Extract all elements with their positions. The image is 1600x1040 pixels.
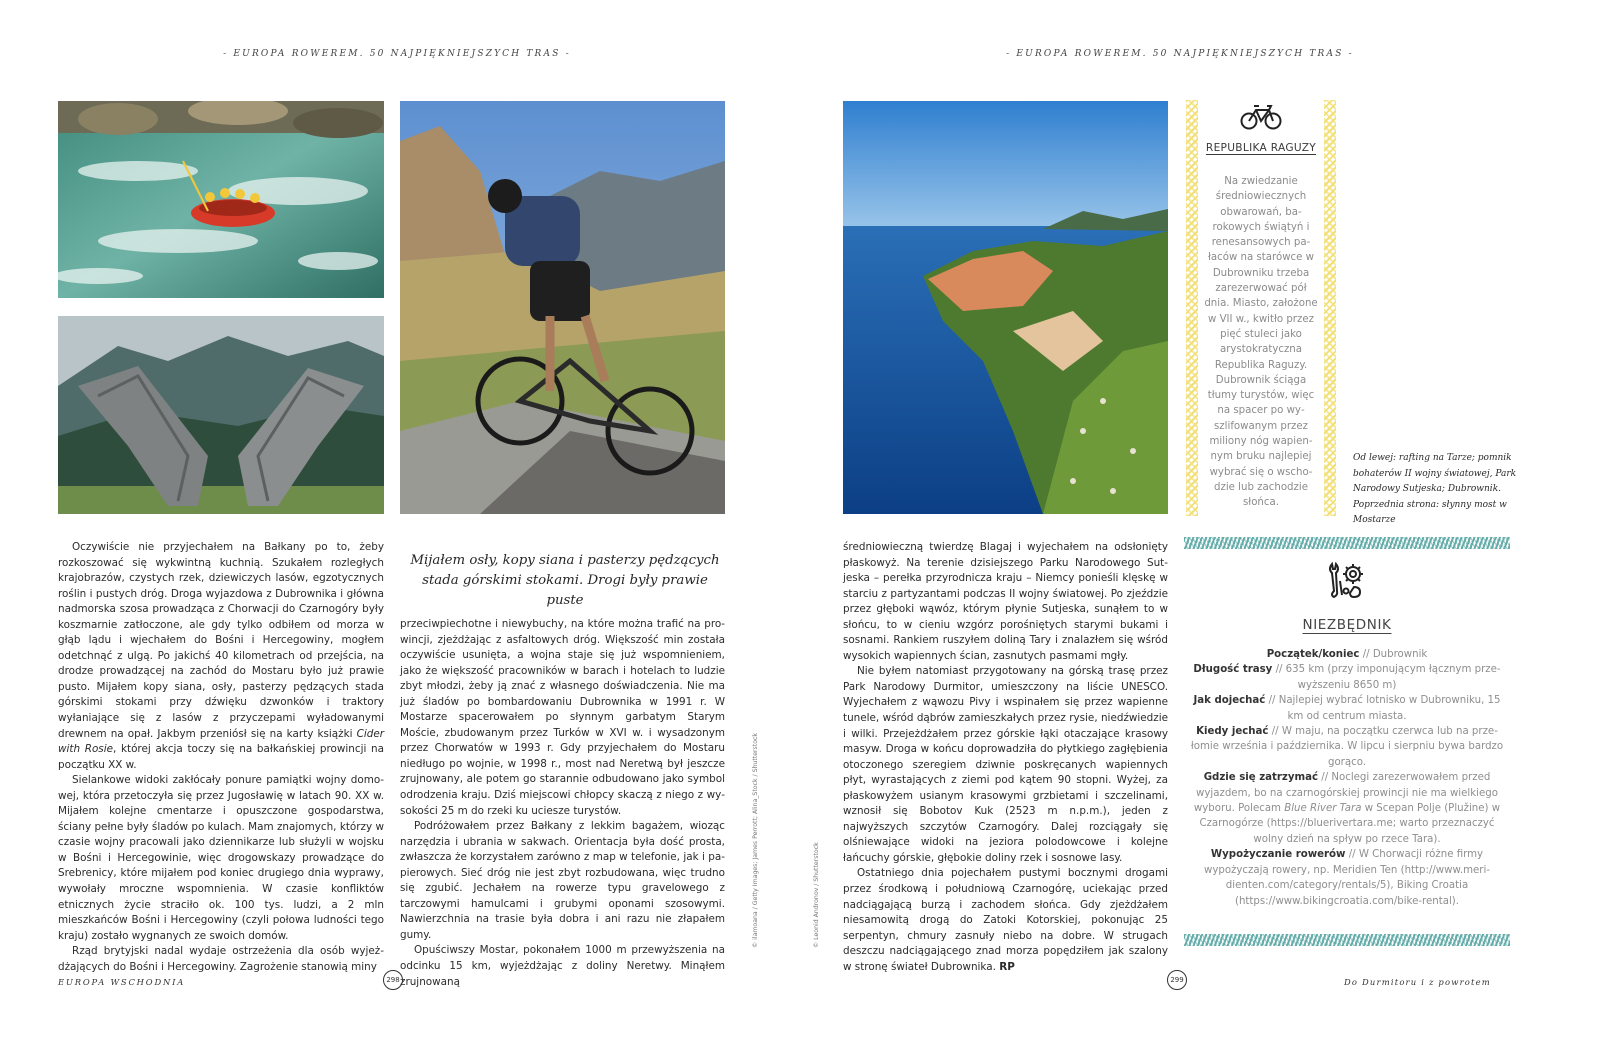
paragraph-text: Ostatniego dnia pojechałem pustymi bocznymi drogami przez środkową i południową Czarnogórę, uciekając przed nadciągającą burzą i zachodem słońca. Gdy zjeżdżałem niesamowitą drogą do Zatoki Kotorskiej, pokonując 25 serpentyn, chmury zasnuły niebo na dobre. W strugach deszczu nadciągającego znad morza popędziłem jak szalony w stronę świateł Dubrownika.: [843, 867, 1168, 973]
tools-icon: [1326, 561, 1366, 599]
dubrovnik-photo: [843, 101, 1168, 514]
fact-how-to-get: [1190, 693, 1504, 724]
paragraph: Podróżowałem przez Bałkany z lekkim bagażem, wioząc narzędzia i ubrania w sakwach. Orientacja była dość prosta, zwłaszcza że korzystałem zarówno z map w telefonie, jak i papierowych. Sieć dróg nie jest zbyt rozbudowana, więc trudno się zgubić. Jechałem na rowerze typu gravelowego z tarczowymi hamulcami i grubymi oponami szosowymi. Nawierzchnia na trasie była dobra i ani razu nie złapałem gumy.: [400, 820, 725, 941]
photo-credit-left: © ilamoana / Getty Images; James Perrott; Alina_Stock / Shutterstock: [752, 733, 759, 948]
paragraph: przeciwpiechotne i niewybuchy, na które można trafić na prowincji, zjeżdżając z asfaltowych dróg. Większość min została oczywiście usunięta, a wojna staje się już wspomnieniem, jako że większość pracowników w barach i hotelach to ludzie zbyt młodzi, żeby ją znać z własnego doświadczenia. Nie ma już śladów po bombardowaniu Dubrownika w 1991 r. W Mostarze spacerowałem po słynnym garbatym Starym Moście, zbudowanym przez Turków w XVI w. i wysadzonym przez Chorwatów w 1993 r. Gdy przyjechałem do Mostaru niedługo po wojnie, w 1998 r., most nad Neretwą był jeszcze zrujnowany, ale potem go starannie odbudowano jako symbol odrodzenia kraju. Dziś miejscowi chłopcy skaczą z niego z wysokości 25 m do rzeki ku uciesze turystów.: [400, 618, 725, 817]
fact-label: Początek/koniec: [1266, 649, 1360, 660]
fact-value: // Najlepiej wybrać lotnisko w Dubrowniku, 15 km od centrum miasta.: [1268, 695, 1501, 722]
fact-label: Wypożyczanie rowerów: [1210, 849, 1346, 861]
page-number-left: 298: [383, 970, 403, 990]
fact-value: // 635 km (przy imponującym łącznym przewyższeniu 8650 m): [1275, 664, 1501, 691]
fact-bike-rental: [1190, 847, 1504, 909]
fact-label: Kiedy jechać: [1196, 726, 1269, 738]
author-initials: RP: [999, 960, 1015, 973]
chapter-label: Do Durmitoru i z powrotem: [1344, 977, 1491, 987]
fact-start-end: [1190, 647, 1504, 662]
paragraph: [843, 866, 1168, 975]
niezbednik-title: NIEZBĘDNIK: [1302, 617, 1392, 633]
paragraph: Rząd brytyjski nadal wydaje ostrzeżenia dla osób wyjeżdżających do Bośni i Hercegowiny. Zagrożenie stanowią miny: [58, 945, 384, 973]
fact-value: // W maju, na początku czerwca lub na przełomie września i października. W lipcu i sierpniu bywa bardzo gorąco.: [1190, 726, 1504, 768]
fact-value: // W Chorwacji różne firmy wypożyczają rowery, np. Meridien Ten (http://www.meridienten.com/category/rentals/5), Biking Croatia (https://www.bikingcroatia.com/bike-rental).: [1204, 849, 1490, 907]
article-column-1: [58, 540, 384, 975]
fact-where-to-stay: [1190, 770, 1504, 847]
paragraph-text: Oczywiście nie przyjechałem na Bałkany po to, żeby rozkoszować się wykwintną kuchnią. Szukałem rozległych krajobrazów, czystych rzek, dziewiczych lasów, egzotycznych roślin i pustych dróg. Droga wyjazdowa z Dubrownika i główna nadmorska szosa prowadząca z Chorwacji do Czarnogóry były koszmarnie zatłoczone, ale gdy tylko odbiłem od morza w głąb lądu i wjechałem do Bośni i Hercegowiny, mogłem odetchnąć z ulgą. Po jakichś 40 kilometrach od przejścia, na drodze prowadzącej na zachód do Mostaru było już prawie pusto. Mijałem kopy siana, osły, pasterzy pędzących stada górskimi stokami przy dźwięku dzwonków i traktory wyłaniające się z lasów z przyczepami wyładowanymi drewnem na opał. Jakbym przeniósł się na karty książki: [58, 541, 384, 740]
paragraph: Opuściwszy Mostar, pokonałem 1000 m przewyższenia na odcinku 15 km, wyjeżdżając z doliny Neretwy. Minąłem zrujnowaną: [400, 944, 725, 988]
pull-quote: Mijałem osły, kopy siana i pasterzy pędzących stada górskimi stokami. Drogi były prawie puste: [410, 553, 720, 608]
monument-photo: [58, 316, 384, 514]
decorative-divider-top: [1184, 537, 1510, 549]
niezbednik-facts: [1190, 647, 1504, 909]
article-column-2: [400, 617, 725, 990]
fact-when-to-go: [1190, 724, 1504, 770]
bicycle-icon: [1240, 102, 1282, 130]
photo-credit-right: © Leonid Andronov / Shutterstock: [813, 842, 820, 948]
sidebar-text: Na zwiedzanie średniowiecznych obwarowań, barokowych świątyń i renesansowych pałaców na starówce w Dubrowniku trzeba zarezerwować pół dnia. Miasto, założone w VII w., kwitło przez pięć stuleci jako arystokratyczna Republika Raguzy. Dubrownik ściąga tłumy turystów, więc na spacer po wyszlifowanym przez miliony nóg wapiennym bruku najlepiej wybrać się o wschodzie lub zachodzie słońca.: [1204, 176, 1318, 509]
sidebar-republika-raguzy: [1186, 100, 1336, 516]
paragraph: Sielankowe widoki zakłócały ponure pamiątki wojny domowej, która przetoczyła się przez Jugosławię w latach 90. XX w. Mijałem kolejne cmentarze i opuszczone gospodarstwa, ściany pełne były śladów po kulach. Mam znajomych, którzy w czasie wojny pracowali jako dziennikarze lub służyli w wojsku w Bośni i Hercegowinie, więc drogowskazy prowadzące do Srebrenicy, które mijałem pod koniec drugiego dnia wyprawy, wywołały mroczne wspomnienia. W czasie konfliktów etnicznych życie straciło ok. 100 tys. ludzi, a 2 mln mieszkańców Bośni i Hercegowiny (czyli połowa ludności tego kraju) zostało wygnanych ze swoich domów.: [58, 774, 384, 942]
fact-label: Gdzie się zatrzymać: [1203, 772, 1319, 784]
section-label: EUROPA WSCHODNIA: [58, 977, 186, 987]
book-title: Cider with Rosie: [58, 727, 384, 756]
fact-value: // Dubrownik: [1362, 649, 1428, 660]
decorative-stripe: [1324, 100, 1336, 516]
running-head-right: - EUROPA ROWEREM. 50 NAJPIĘKNIEJSZYCH TRAS -: [1006, 49, 1354, 59]
rafting-photo: [58, 101, 384, 298]
page-number-right: 299: [1167, 970, 1187, 990]
fact-label: Długość trasy: [1193, 664, 1273, 676]
cyclist-photo: [400, 101, 725, 514]
paragraph-text: , której akcja toczy się na bałkańskiej prowincji na początku XX w.: [58, 743, 384, 771]
decorative-divider-bottom: [1184, 934, 1510, 946]
hotel-name: Blue River Tara: [1284, 803, 1362, 815]
fact-value: // Noclegi zarezerwowałem przed wyjazdem, bo na czarnogórskiej prowincji nie ma wielkiego wyboru. Polecam: [1193, 772, 1498, 815]
fact-value: w Scepan Polje (Plužine) w Czarnogórze (https://bluerivertara.me; warto przeznaczyć wolny dzień na spływ po rzece Tara).: [1199, 803, 1501, 845]
running-head-left: - EUROPA ROWEREM. 50 NAJPIĘKNIEJSZYCH TRAS -: [223, 49, 571, 59]
photo-caption: Od lewej: rafting na Tarze; pomnik bohaterów II wojny światowej, Park Narodowy Sutjeska; Dubrownik. Poprzednia strona: słynny most w Mostarze: [1353, 453, 1517, 525]
fact-route-length: [1190, 662, 1504, 693]
sidebar-title: REPUBLIKA RAGUZY: [1205, 142, 1317, 154]
decorative-stripe: [1186, 100, 1198, 516]
article-column-3: [843, 540, 1168, 975]
paragraph: Nie byłem natomiast przygotowany na górską trasę przez Park Narodowy Durmitor, umieszczony na liście UNESCO. Wyjechałem z wąwozu Pivy i wspinałem się przez wapienne tunele, wśród dąbrów zamieszkałych przez rysie, niedźwiedzie i wilki. Przejeżdżałem przez górskie łąki otaczające krasowy masyw. Droga w końcu doprowadziła do płytkiego zagłębienia otoczonego szeregiem dziwnie poskręcanych wapiennych płyt, wyrastających z ziemi pod kątem 90 stopni. Wyżej, za płaskowyżem usianym krasowymi grzbietami i szczelinami, wznosił się Bobotov Kuk (2523 m n.p.m.), jeden z najwyższych szczytów Czarnogóry. Dalej rozciągały się olśniewające widoki na jeziora polodowcowe i kolejne łańcuchy górskie, głębokie doliny rzek i sosnowe lasy.: [843, 665, 1168, 864]
paragraph: [58, 540, 384, 773]
fact-label: Jak dojechać: [1193, 695, 1266, 707]
paragraph: średniowieczną twierdzę Blagaj i wyjechałem na odsłonięty płaskowyż. Na terenie dzisiejszego Parku Narodowego Sutjeska – perełka przyrodnicza kraju – Niemcy ponieśli klęskę w starciu z partyzantami podczas II wojny światowej. Po zjeździe przez głęboki wąwóz, którym płynie Sutjeska, sunąłem to w słońcu, to w cieniu wzgórz porośniętych starymi bukami i sosnami. Rankiem ruszyłem doliną Tary i znalazłem się wśród wysokich wapiennych ścian, zasnutych pasmami mgły.: [843, 541, 1168, 662]
